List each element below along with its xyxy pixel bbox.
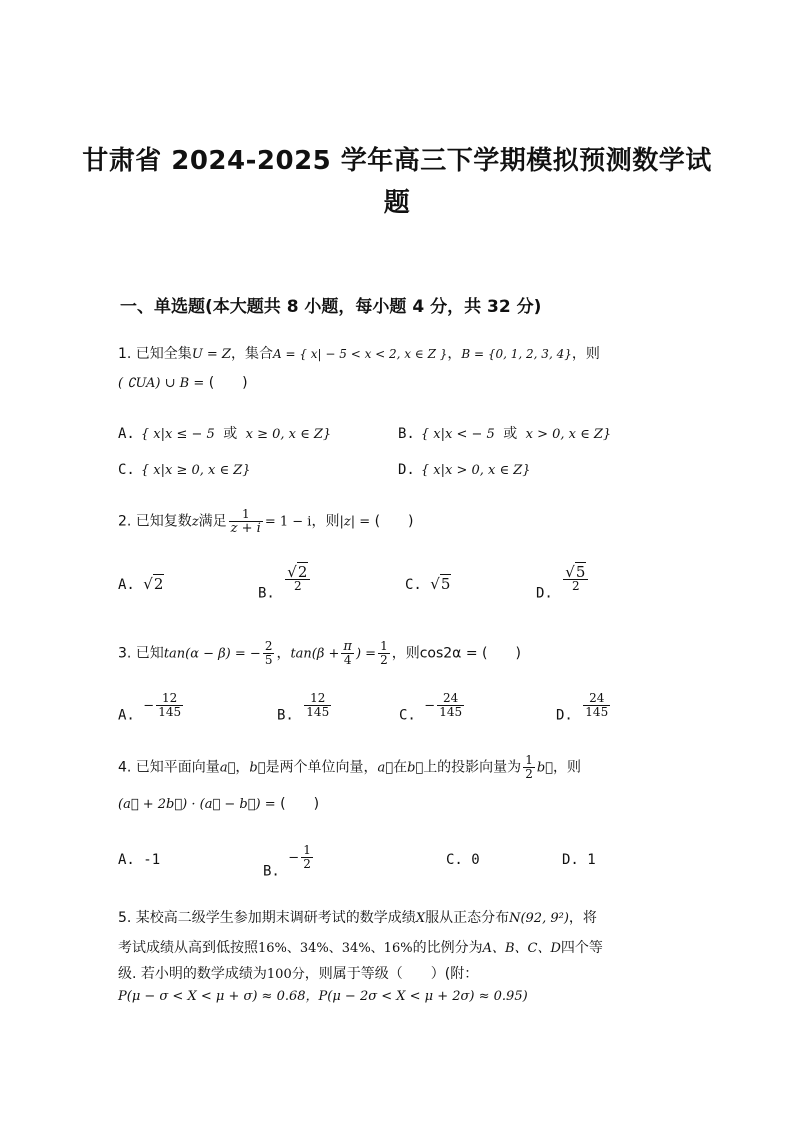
q3-eq2a: tan(β + xyxy=(290,646,340,662)
q1-suffix: ，则 xyxy=(571,346,600,362)
q5-line2b: 的比例分为 xyxy=(412,940,483,956)
q5-line3b: ，则属于等级（ ）(附： xyxy=(304,966,479,982)
q2-option-c xyxy=(405,575,451,593)
q1-option-d xyxy=(398,462,531,478)
q4-option-d xyxy=(562,852,596,868)
q1-option-b xyxy=(398,423,611,443)
q3-four: 4 xyxy=(343,653,352,667)
q4-option-b-fraction xyxy=(301,844,313,871)
q2-option-c-sqrt: √5 xyxy=(430,575,451,593)
q1-set-b: B = {0, 1, 2, 3, 4} xyxy=(461,347,572,361)
q4-vec-b: b⃗ xyxy=(249,760,266,776)
exam-title-line1: 甘肃省 2024-2025 学年高三下学期模拟预测数学试 xyxy=(82,146,712,176)
q3-eq2-fraction xyxy=(378,640,390,667)
q4-option-c-text: 0 xyxy=(471,852,480,868)
question-1-stem-2 xyxy=(118,372,248,392)
q3-option-b xyxy=(277,692,333,724)
question-5-line-3 xyxy=(118,963,478,983)
exam-title-line2: 题 xyxy=(383,188,411,218)
q4-option-c-label: C. xyxy=(446,852,463,868)
q4-vec-b2: b⃗ xyxy=(407,760,424,776)
q3-option-a-sign: − xyxy=(143,698,155,714)
q2-prefix: 2. 已知复数 xyxy=(118,513,192,530)
q5-line1c: ，将 xyxy=(568,910,597,926)
q1-option-c-pre: { x|x ≥ 0, x ∈ Z} xyxy=(140,463,251,478)
q5-distribution: N(92, 9²) xyxy=(509,911,569,926)
q3-eq1: tan(α − β) = − xyxy=(163,646,261,662)
q2-option-d-label: D. xyxy=(536,585,553,602)
q3-option-b-fraction xyxy=(304,692,331,719)
q4-proj: 上的投影向量为 xyxy=(423,759,522,776)
q2-option-d-fraction xyxy=(563,563,588,593)
q4-vec-a: a⃗ xyxy=(219,760,236,776)
q2-option-c-label: C. xyxy=(405,577,422,593)
q4-option-b-sign: − xyxy=(288,850,300,866)
q1-prefix: 1. 已知全集 xyxy=(118,346,192,362)
q1-option-c-label: C. xyxy=(118,462,135,478)
q2-option-b-den: 2 xyxy=(294,579,302,593)
q3-then: ，则cos2α = xyxy=(391,645,478,662)
q3-option-d-num: 24 xyxy=(583,692,610,706)
question-5-line-2 xyxy=(118,937,603,957)
q4-option-b-num: 1 xyxy=(303,843,311,857)
q4-vec-a2: a⃗ xyxy=(377,760,394,776)
q1-option-b-label: B. xyxy=(398,426,415,442)
q1-set-a: A = { x| − 5 < x < 2, x ∈ Z } xyxy=(272,347,448,361)
q4-option-b xyxy=(263,844,315,880)
q1-option-d-label: D. xyxy=(398,462,415,478)
q3-eq1-fraction xyxy=(263,640,275,667)
q2-mid: 满足 xyxy=(198,513,227,530)
q2-option-d xyxy=(536,563,590,602)
q1-expression: ( ∁UA) ∪ B = xyxy=(118,376,205,391)
q3-option-d-label: D. xyxy=(556,707,573,724)
q3-pi-fraction xyxy=(341,640,354,667)
q4-option-a-label: A. xyxy=(118,852,135,868)
q4-expression: (a⃗ + 2b⃗) · (a⃗ − b⃗) = xyxy=(118,797,276,812)
q2-frac-num: 1 xyxy=(229,508,263,522)
q4-proj-den: 2 xyxy=(525,767,533,781)
q3-option-b-label: B. xyxy=(277,707,294,724)
q2-option-d-radicand: 5 xyxy=(575,563,586,581)
q4-proj-b: b⃗ xyxy=(536,760,553,776)
q2-option-b xyxy=(258,563,312,602)
q4-option-d-text: 1 xyxy=(587,852,596,868)
q2-answer-paren: ( ) xyxy=(374,513,414,530)
q3-option-b-num: 12 xyxy=(304,692,331,706)
q4-proj-fraction xyxy=(523,754,535,781)
question-5-line-4 xyxy=(118,985,528,1004)
q5-var-x: X xyxy=(415,911,426,926)
q4-suffix: ，则 xyxy=(552,759,581,776)
q3-eq2-den: 2 xyxy=(380,653,388,667)
q4-mid: 是两个单位向量， xyxy=(265,759,378,776)
q1-sep: ， xyxy=(447,346,462,362)
question-3-stem xyxy=(118,640,521,667)
q5-line3a: 级. 若小明的数学成绩为 xyxy=(118,966,267,982)
q4-option-b-label: B. xyxy=(263,863,280,880)
question-2-stem xyxy=(118,508,414,535)
q3-answer-paren: ( ) xyxy=(482,645,521,662)
q3-comma: ， xyxy=(276,645,291,662)
q3-option-c-sign: − xyxy=(424,698,436,714)
q4-proj-num: 1 xyxy=(525,753,533,767)
q2-then: ，则 xyxy=(311,513,340,530)
q2-option-b-fraction xyxy=(285,563,310,593)
q4-option-a-text: -1 xyxy=(143,852,161,868)
q2-frac-den: z + i xyxy=(230,521,261,536)
q1-option-a-label: A. xyxy=(118,426,135,442)
q2-option-b-num: √2 xyxy=(285,566,310,580)
q4-answer-paren: ( ) xyxy=(280,796,320,812)
q5-line2c: 四个等 xyxy=(560,940,603,956)
q3-option-c-num: 24 xyxy=(437,692,464,706)
q1-answer-paren: ( ) xyxy=(208,375,248,391)
q1-option-b-or: 或 xyxy=(503,426,518,442)
q4-comma: ， xyxy=(235,759,250,776)
q2-option-d-den: 2 xyxy=(572,579,580,593)
q2-option-c-radicand: 5 xyxy=(440,575,451,593)
q5-grades: A、B、C、D xyxy=(482,941,561,956)
q3-option-a-label: A. xyxy=(118,707,135,724)
q3-option-c-fraction xyxy=(437,692,464,719)
q5-line1a: 5. 某校高二级学生参加期末调研考试的数学成绩 xyxy=(118,910,416,926)
q2-option-a xyxy=(118,575,164,593)
q4-on: 在 xyxy=(393,759,408,776)
q1-option-b-pre: { x|x < − 5 xyxy=(420,427,495,442)
q4-option-a xyxy=(118,852,160,868)
q2-option-b-radicand: 2 xyxy=(297,563,308,581)
q1-option-a-pre: { x|x ≤ − 5 xyxy=(140,427,215,442)
q3-prefix: 3. 已知 xyxy=(118,645,164,662)
q3-option-d xyxy=(556,692,612,724)
q5-probabilities: P(μ − σ < X < μ + σ) ≈ 0.68，P(μ − 2σ < X < μ + 2σ) ≈ 0.95) xyxy=(118,989,528,1004)
q3-option-b-den: 145 xyxy=(306,705,330,719)
q5-score: 100分 xyxy=(266,967,305,982)
q4-option-d-label: D. xyxy=(562,852,579,868)
q3-option-c-den: 145 xyxy=(439,705,463,719)
q5-line1b: 服从正态分布 xyxy=(425,910,510,926)
q2-var-z: z xyxy=(191,514,199,530)
q1-option-d-pre: { x|x > 0, x ∈ Z} xyxy=(420,463,531,478)
q3-option-d-fraction xyxy=(583,692,610,719)
q5-line2a: 考试成绩从高到低按照 xyxy=(118,940,258,956)
q4-prefix: 4. 已知平面向量 xyxy=(118,759,220,776)
q3-eq2-num: 1 xyxy=(380,639,388,653)
q1-universal-set: U = Z xyxy=(191,347,231,362)
q2-option-a-radicand: 2 xyxy=(153,575,164,593)
q1-mid: ，集合 xyxy=(230,346,273,362)
q3-option-a-fraction xyxy=(156,692,183,719)
q1-option-a-or: 或 xyxy=(223,426,238,442)
q3-eq1-num: 2 xyxy=(264,639,273,653)
q1-option-a-post: x ≥ 0, x ∈ Z} xyxy=(245,427,332,442)
question-1-stem xyxy=(118,343,600,363)
q4-option-b-den: 2 xyxy=(303,857,311,871)
q3-eq2b: ) = xyxy=(355,646,377,662)
q3-option-a xyxy=(118,692,185,724)
q3-option-d-den: 145 xyxy=(585,705,609,719)
question-5-line-1 xyxy=(118,907,597,927)
q1-option-c xyxy=(118,462,251,478)
q3-option-a-num: 12 xyxy=(156,692,183,706)
q5-percentages: 16%、34%、34%、16% xyxy=(258,941,413,956)
q3-option-c xyxy=(399,692,466,724)
q2-rhs: = 1 − i xyxy=(264,514,312,530)
q3-option-a-den: 145 xyxy=(158,705,182,719)
q2-option-a-label: A. xyxy=(118,577,135,593)
q2-option-b-label: B. xyxy=(258,585,275,602)
section-heading: 一、单选题(本大题共 8 小题，每小题 4 分，共 32 分) xyxy=(120,297,542,317)
q3-pi: π xyxy=(343,639,352,654)
q2-fraction xyxy=(229,508,263,535)
q3-option-c-label: C. xyxy=(399,707,416,724)
question-4-stem xyxy=(118,754,581,781)
q2-option-a-sqrt: √2 xyxy=(143,575,164,593)
q1-option-b-post: x > 0, x ∈ Z} xyxy=(525,427,612,442)
q2-abs: |z| = xyxy=(339,514,371,530)
q2-option-d-num: √5 xyxy=(563,566,588,580)
q3-eq1-den: 5 xyxy=(264,653,273,667)
q4-option-c xyxy=(446,852,480,868)
q1-option-a xyxy=(118,423,331,443)
question-4-stem-2 xyxy=(118,793,319,813)
